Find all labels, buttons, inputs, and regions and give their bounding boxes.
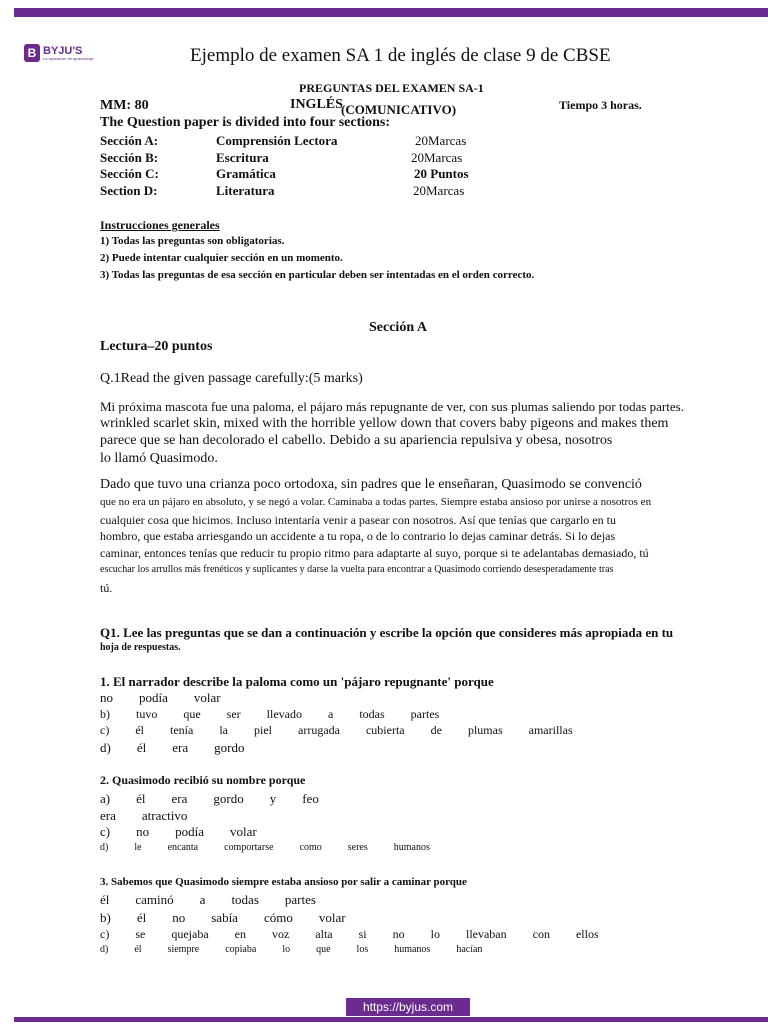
option-word: amarillas <box>528 723 573 737</box>
option-word: humanos <box>394 944 431 955</box>
passage-line: Dado que tuvo una crianza poco ortodoxa, sin padres que le enseñaran, Quasimodo se convenció <box>100 477 642 492</box>
option-word: era <box>172 740 189 755</box>
option-word: era <box>100 808 116 823</box>
section-a-topic: Comprensión Lectora <box>216 133 338 148</box>
option-word: que <box>183 707 201 721</box>
option-word: volar <box>230 824 257 839</box>
option-word: no <box>172 910 186 925</box>
option-word: partes <box>410 707 440 721</box>
bottom-band <box>14 1017 768 1022</box>
exam-heading: PREGUNTAS DEL EXAMEN SA-1 <box>299 81 484 95</box>
option-word: le <box>134 842 142 853</box>
website-link[interactable]: https://byjus.com <box>346 998 470 1016</box>
option-word: alta <box>315 927 333 941</box>
passage-line: cualquier cosa que hicimos. Incluso intentaría venir a pasear con nosotros. Así que tenías que cargarlo en tu <box>100 513 616 527</box>
option-line <box>100 927 625 942</box>
passage-line: tú. <box>100 581 113 595</box>
option-word: llevado <box>266 707 302 721</box>
option-word: a <box>199 892 206 907</box>
section-d-topic: Literatura <box>216 183 275 198</box>
option-word: y <box>269 791 277 806</box>
option-word: con <box>532 927 550 941</box>
question-intro: Q.1Read the given passage carefully:(5 marks) <box>100 371 363 386</box>
section-c-name: Sección C: <box>100 166 159 181</box>
option-word: volar <box>318 910 346 925</box>
option-word: encanta <box>167 842 199 853</box>
option-word: voz <box>271 927 290 941</box>
logo-badge: B <box>24 44 40 62</box>
option-word: si <box>358 927 367 941</box>
option-word: lo <box>430 927 440 941</box>
option-word: gordo <box>213 791 244 806</box>
option-word: él <box>136 791 146 806</box>
section-b-name: Sección B: <box>100 150 159 165</box>
section-d-marks: 20Marcas <box>413 183 465 198</box>
option-word: a <box>328 707 334 721</box>
option-word: comportarse <box>224 842 274 853</box>
option-word: d) <box>100 944 109 955</box>
subject-main: INGLÉS <box>290 97 343 112</box>
option-word: como <box>299 842 322 853</box>
passage-line: Mi próxima mascota fue una paloma, el pájaro más repugnante de ver, con sus plumas saliendo por todas partes. <box>100 399 684 414</box>
question-text: 2. Quasimodo recibió su nombre porque <box>100 773 306 787</box>
option-word: c) <box>100 824 111 839</box>
instruction-item: 1) Todas las preguntas son obligatorias. <box>100 235 285 247</box>
option-word: de <box>430 723 442 737</box>
bottom-banner <box>0 1016 768 1024</box>
option-word: sabía <box>211 910 238 925</box>
logo-tagline: La aplicación de aprendizaje <box>43 55 94 61</box>
option-word: a) <box>100 791 111 806</box>
option-word: hacían <box>456 944 483 955</box>
option-word: que <box>316 944 331 955</box>
option-word: ser <box>226 707 241 721</box>
option-word: todas <box>231 892 259 907</box>
option-word: arrugada <box>298 723 340 737</box>
option-word: él <box>136 910 147 925</box>
passage-line: hombro, que estaba arriesgando un accidente a tu ropa, o de lo contrario lo dejas caminar detrás. Si lo dejas <box>100 529 616 543</box>
passage-line: parece que se han decolorado el cabello. Debido a su apariencia repulsiva y obesa, nosotros <box>100 433 613 448</box>
passage-line: wrinkled scarlet skin, mixed with the horrible yellow down that covers baby pigeons and makes them <box>100 416 669 431</box>
max-marks: MM: 80 <box>100 98 149 113</box>
option-line <box>100 944 508 955</box>
option-word: llevaban <box>465 927 507 941</box>
option-word: b) <box>100 910 111 925</box>
section-a-marks: 20Marcas <box>415 133 467 148</box>
option-line <box>100 740 270 756</box>
option-line <box>100 690 247 706</box>
option-word: seres <box>347 842 368 853</box>
instruction-item: 3) Todas las preguntas de esa sección en particular deben ser intentadas en el orden correcto. <box>100 269 535 281</box>
option-word: no <box>136 824 150 839</box>
instruction-item: 2) Puede intentar cualquier sección en un momento. <box>100 252 343 264</box>
page-title: Ejemplo de examen SA 1 de inglés de clase 9 de CBSE <box>190 45 611 66</box>
passage-line: que no era un pájaro en absoluto, y se negó a volar. Caminaba a todas partes. Siempre estaba ansioso por unirse a nosotros en <box>100 496 652 508</box>
option-word: siempre <box>167 944 200 955</box>
option-word: piel <box>254 723 272 737</box>
passage-line: escuchar los arrullos más frenéticos y suplicantes y darse la vuelta para encontrar a Quasimodo corriendo desesperadamente tras <box>100 564 614 575</box>
option-word: él <box>136 740 147 755</box>
option-word: lo <box>282 944 291 955</box>
option-word: gordo <box>214 740 245 755</box>
option-word: plumas <box>467 723 503 737</box>
section-d-name: Section D: <box>100 183 158 198</box>
option-word: todas <box>359 707 385 721</box>
option-word: d) <box>100 842 109 853</box>
subject-sub: (COMUNICATIVO) <box>341 102 457 117</box>
option-word: tenía <box>170 723 194 737</box>
section-b-marks: 20Marcas <box>411 150 463 165</box>
logo-wordmark <box>43 46 94 61</box>
option-line <box>100 892 342 908</box>
option-word: ellos <box>575 927 599 941</box>
option-line <box>100 707 465 722</box>
section-c-topic: Gramática <box>216 166 276 181</box>
option-word: él <box>134 944 142 955</box>
q1-instruction-cont: hoja de respuestas. <box>100 642 181 653</box>
top-band <box>14 8 768 17</box>
question-text: 1. El narrador describe la paloma como un 'pájaro repugnante' porque <box>100 674 494 689</box>
option-word: b) <box>100 707 110 721</box>
option-word: quejaba <box>171 927 209 941</box>
option-word: humanos <box>393 842 430 853</box>
logo-name: BYJU'S <box>43 44 83 57</box>
option-line <box>100 910 372 926</box>
passage-line: lo llamó Quasimodo. <box>100 451 218 466</box>
byjus-logo <box>24 44 94 62</box>
option-word: podía <box>139 690 168 705</box>
passage-line: caminar, entonces tenías que reducir tu propio ritmo para adaptarte al suyo, porque si te adelantabas demasiado, tú <box>100 546 649 560</box>
option-word: d) <box>100 740 111 755</box>
option-line <box>100 808 213 824</box>
section-b-topic: Escritura <box>216 150 269 165</box>
instructions-heading: Instrucciones generales <box>100 218 220 232</box>
question-text: 3. Sabemos que Quasimodo siempre estaba ansioso por salir a caminar porque <box>100 876 467 888</box>
option-word: era <box>171 791 188 806</box>
option-line <box>100 842 456 853</box>
divided-note: The Question paper is divided into four sections: <box>100 115 391 130</box>
option-word: cubierta <box>365 723 405 737</box>
section-a-name: Sección A: <box>100 133 159 148</box>
section-a-title: Sección A <box>369 320 427 335</box>
option-word: podía <box>175 824 204 839</box>
option-word: se <box>135 927 146 941</box>
option-word: atractivo <box>141 808 188 823</box>
option-word: no <box>392 927 405 941</box>
option-word: en <box>234 927 246 941</box>
option-word: copiaba <box>225 944 257 955</box>
option-word: él <box>100 892 110 907</box>
option-line <box>100 723 599 738</box>
option-word: tuvo <box>136 707 158 721</box>
option-word: partes <box>284 892 316 907</box>
option-word: no <box>100 690 113 705</box>
section-c-marks: 20 Puntos <box>414 166 469 181</box>
option-word: la <box>219 723 228 737</box>
option-word: los <box>356 944 369 955</box>
q1-instruction: Q1. Lee las preguntas que se dan a continuación y escribe la opción que consideres más apropiada en tu <box>100 625 674 640</box>
option-word: c) <box>100 723 110 737</box>
section-a-subtitle: Lectura–20 puntos <box>100 339 213 354</box>
option-word: caminó <box>135 892 174 907</box>
option-line <box>100 791 345 807</box>
option-word: feo <box>302 791 319 806</box>
top-banner <box>0 0 768 22</box>
option-word: cómo <box>263 910 293 925</box>
option-line <box>100 824 283 840</box>
option-word: c) <box>100 927 110 941</box>
option-word: él <box>135 723 144 737</box>
exam-time: Tiempo 3 horas. <box>559 98 642 112</box>
option-word: volar <box>193 690 221 705</box>
